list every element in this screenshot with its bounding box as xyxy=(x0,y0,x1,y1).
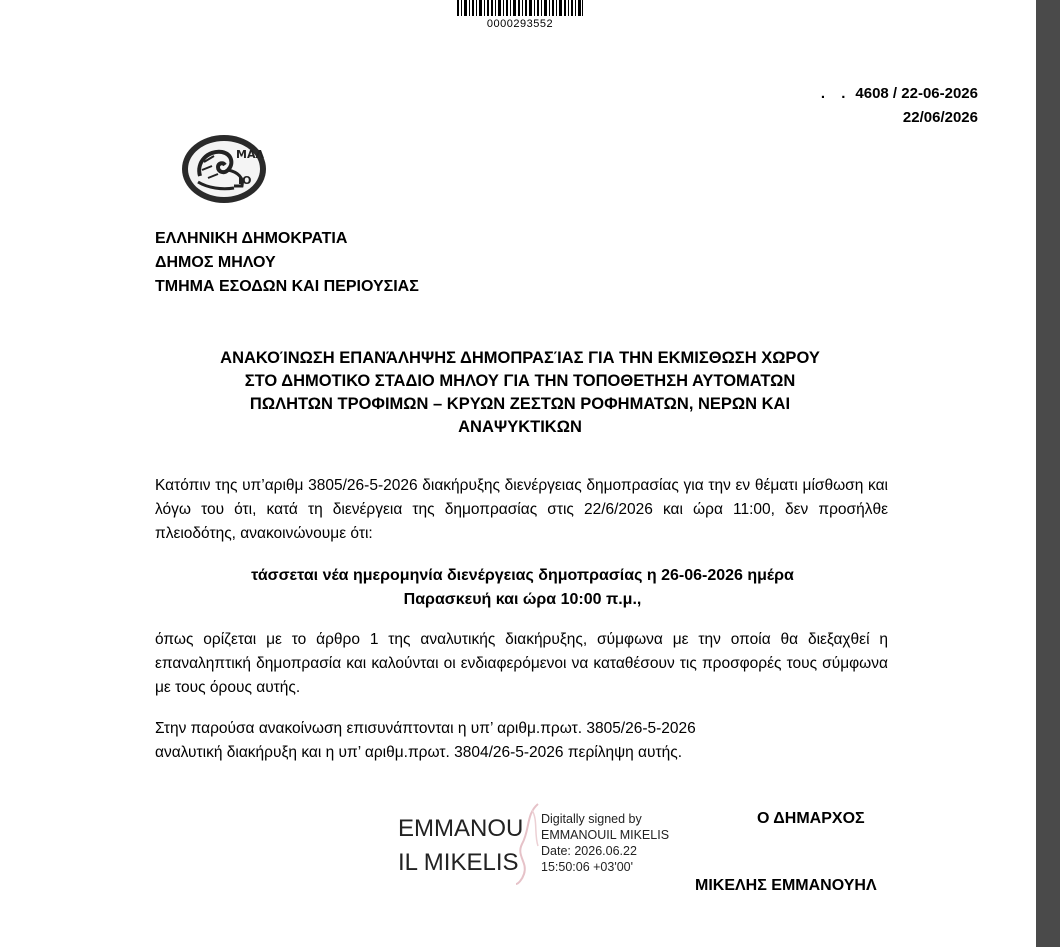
coin-emblem-icon xyxy=(178,132,270,206)
title-line: ΠΩΛΗΤΩΝ ΤΡΟΦΙΜΩΝ – ΚΡΥΩΝ ΖΕΣΤΩΝ ΡΟΦΗΜΑΤΩΝ, ΝΕΡΩΝ ΚΑΙ xyxy=(249,395,791,413)
org-country: ΕΛΛΗΝΙΚΗ ΔΗΜΟΚΡΑΤΙΑ xyxy=(155,230,348,247)
viewer-scrollbar[interactable] xyxy=(1036,0,1060,947)
signer-name: EMMANOUIL MIKELIS xyxy=(541,828,670,842)
protocol-dots: . . xyxy=(820,85,852,102)
signature-name-line: IL MIKELIS xyxy=(398,849,519,876)
attachments-line: Στην παρούσα ανακοίνωση επισυνάπτονται η υπ’ αριθμ.πρωτ. 3805/26-5-2026 xyxy=(155,720,696,737)
terms-paragraph: όπως ορίζεται με το άρθρο 1 της αναλυτικής διακήρυξης, σύμφωνα με την οποία θα διεξαχθεί η επαναληπτική δημοπρασία και καλούνται οι ενδιαφερόμενοι να καταθέσουν τις προσφορές τους σύμφωνα με τους όρους αυτής. xyxy=(155,631,888,696)
signature-date: Date: 2026.06.22 xyxy=(541,844,637,858)
barcode xyxy=(457,0,583,16)
issuing-authority xyxy=(155,227,419,299)
attachments-line: αναλυτική διακήρυξη και η υπ’ αριθμ.πρωτ. 3804/26-5-2026 περίληψη αυτής. xyxy=(155,744,683,761)
signed-by-label: Digitally signed by xyxy=(541,812,642,826)
svg-text:ΙΟ: ΙΟ xyxy=(238,174,252,187)
svg-text:ΜΑΛ: ΜΑΛ xyxy=(236,148,264,161)
org-department: ΤΜΗΜΑ ΕΣΟΔΩΝ ΚΑΙ ΠΕΡΙΟΥΣΙΑΣ xyxy=(155,278,419,295)
signature-name-line: EMMANOU xyxy=(398,815,524,842)
mayor-title: Ο ΔΗΜΑΡΧΟΣ xyxy=(757,810,865,827)
announcement-title xyxy=(150,347,890,439)
document-date: 22/06/2026 xyxy=(902,109,978,126)
new-auction-date xyxy=(150,564,895,612)
mayor-name: ΜΙΚΕΛΗΣ ΕΜΜΑΝΟΥΗΛ xyxy=(695,877,877,894)
reference-block xyxy=(821,82,978,130)
title-line: ΣΤΟ ΔΗΜΟΤΙΚΟ ΣΤΑΔΙΟ ΜΗΛΟΥ ΓΙΑ ΤΗΝ ΤΟΠΟΘΕΤΗΣΗ ΑΥΤΟΜΑΤΩΝ xyxy=(244,372,796,390)
protocol-value: 4608 / 22-06-2026 xyxy=(855,85,978,102)
protocol-number xyxy=(821,82,978,106)
org-municipality: ΔΗΜΟΣ ΜΗΛΟΥ xyxy=(155,254,276,271)
title-line: ΑΝΑΨΥΚΤΙΚΩΝ xyxy=(458,418,582,436)
highlight-line: Παρασκευή και ώρα 10:00 π.μ., xyxy=(403,591,642,608)
highlight-line: τάσσεται νέα ημερομηνία διενέργειας δημοπρασίας η 26-06-2026 ημέρα xyxy=(251,567,794,584)
attachments-paragraph xyxy=(155,717,888,765)
intro-paragraph: Κατόπιν της υπ’αριθμ 3805/26-5-2026 διακήρυξης διενέργειας δημοπρασίας για την εν θέματι μίσθωση και λόγω του ότι, κατά τη διενέργεια της δημοπρασίας στις 22/6/2026 και ώρα 11:00, δεν προσήλθε πλειοδότης, ανακοινώνουμε ότι: xyxy=(155,477,888,542)
digital-signature-details xyxy=(541,811,669,875)
barcode-number: 0000293552 xyxy=(486,18,554,30)
signature-time: 15:50:06 +03'00' xyxy=(541,860,634,874)
title-line: ΑΝΑΚΟΊΝΩΣΗ ΕΠΑΝΆΛΗΨΗΣ ΔΗΜΟΠΡΑΣΊΑΣ ΓΙΑ ΤΗΝ ΕΚΜΙΣΘΩΣΗ ΧΩΡΟΥ xyxy=(220,349,820,367)
